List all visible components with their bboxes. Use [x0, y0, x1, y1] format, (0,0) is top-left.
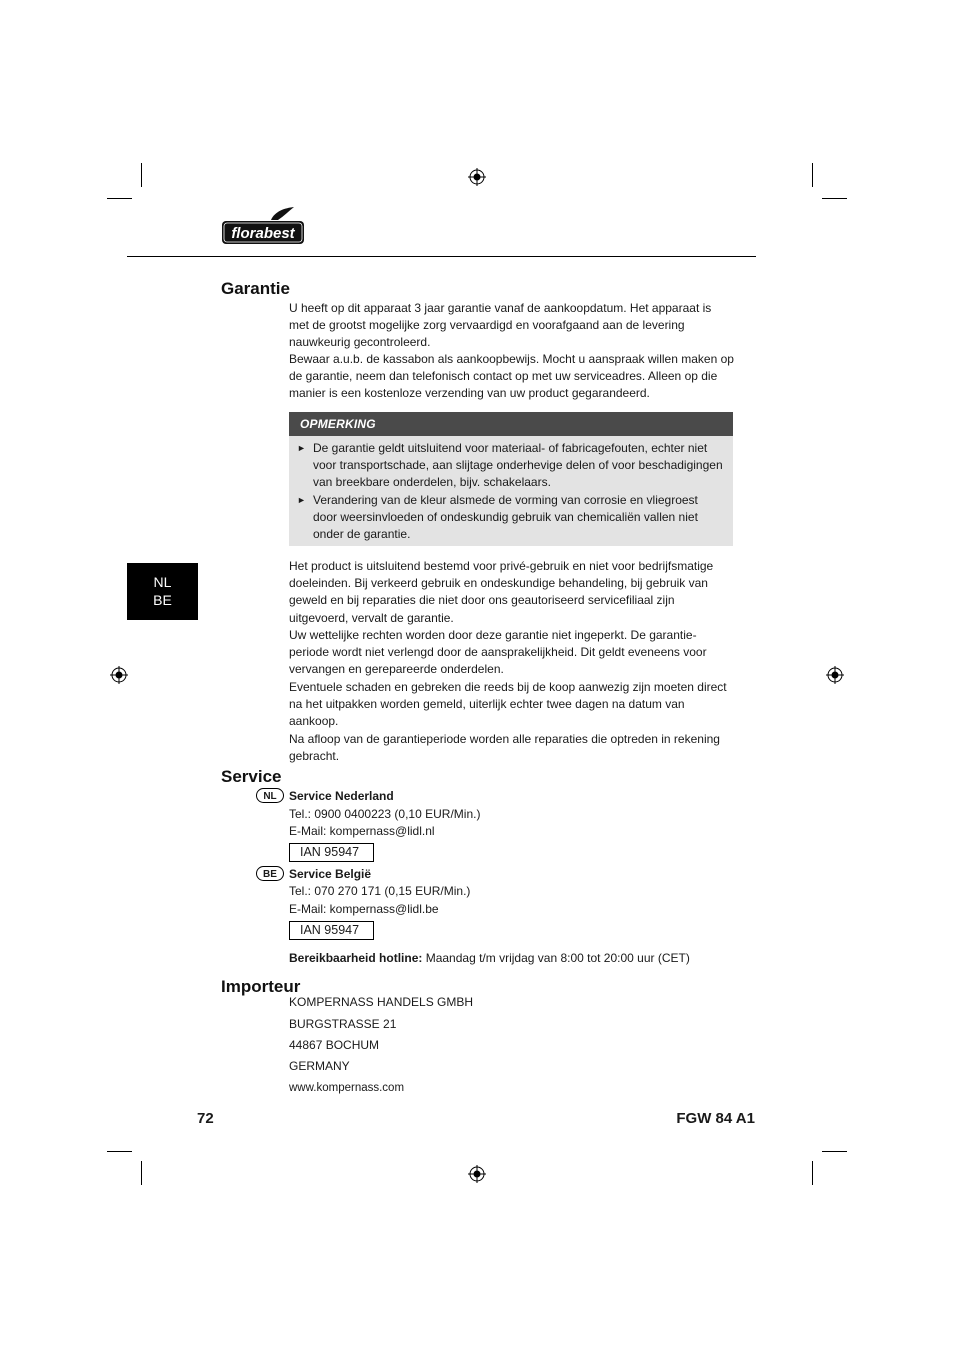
importeur-line: KOMPERNASS HANDELS GMBH [289, 995, 474, 1009]
language-tab-be: BE [153, 592, 172, 608]
registration-mark-icon [110, 666, 128, 684]
service-heading: Service [221, 767, 282, 786]
arrow-bullet-icon: ► [297, 495, 306, 505]
note-item [297, 492, 725, 543]
garantie-body-paragraph: Uw wettelijke rechten worden door deze garantie niet ingeperkt. De garantie-periode wordt niet verlengd door de aansprakelijkheid. Dit geldt eveneens voor vervangen en gerepareerde onderdelen. [289, 628, 707, 677]
hotline-text: Maandag t/m vrijdag van 8:00 tot 20:00 uur (CET) [422, 951, 690, 965]
service-be-email: E-Mail: kompernass@lidl.be [289, 902, 439, 916]
crop-mark [107, 1151, 132, 1152]
language-tab [127, 563, 198, 620]
registration-mark-icon [468, 168, 486, 186]
country-badge-be: BE [256, 866, 284, 881]
service-nl-email: E-Mail: kompernass@lidl.nl [289, 824, 435, 838]
crop-mark [812, 1161, 813, 1185]
service-be-name: Service België [289, 867, 372, 881]
note-item [297, 440, 725, 491]
hotline-line [289, 950, 690, 967]
registration-mark-icon [826, 666, 844, 684]
note-item-text: Verandering van de kleur alsmede de vorming van corrosie en vliegroest door weersinvloeden of ondeskundig gebruik van chemicaliën vallen niet onder de garantie. [313, 493, 698, 541]
model-number: FGW 84 A1 [676, 1110, 755, 1127]
crop-mark [822, 1151, 847, 1152]
garantie-body-paragraph: Eventuele schaden en gebreken die reeds bij de koop aanwezig zijn moeten direct na het uitpakken worden gemeld, uiterlijk echter twee dagen na datum van aankoop. [289, 680, 727, 729]
note-list [289, 436, 733, 543]
header-rule [127, 256, 756, 257]
ian-number-box: IAN 95947 [289, 843, 374, 862]
crop-mark [107, 198, 132, 199]
crop-mark [141, 1161, 142, 1185]
note-heading: OPMERKING [289, 412, 733, 436]
crop-mark [141, 163, 142, 187]
garantie-body-paragraph: Na afloop van de garantieperiode worden alle reparaties die optreden in rekening gebracht. [289, 732, 720, 764]
crop-mark [822, 198, 847, 199]
country-badge-nl: NL [256, 788, 284, 803]
service-nl-name: Service Nederland [289, 789, 394, 803]
hotline-label: Bereikbaarheid hotline: [289, 951, 423, 965]
importeur-heading: Importeur [221, 977, 301, 996]
crop-mark [812, 163, 813, 187]
registration-mark-icon [468, 1165, 486, 1183]
florabest-logo [221, 207, 305, 245]
service-nl-phone: Tel.: 0900 0400223 (0,10 EUR/Min.) [289, 807, 481, 821]
language-tab-nl: NL [153, 574, 172, 590]
garantie-heading: Garantie [221, 279, 290, 298]
importeur-line: BURGSTRASSE 21 [289, 1017, 397, 1031]
service-be-phone: Tel.: 070 270 171 (0,15 EUR/Min.) [289, 884, 471, 898]
logo-text: florabest [231, 225, 295, 242]
ian-number-box: IAN 95947 [289, 921, 374, 940]
garantie-intro-paragraph: U heeft op dit apparaat 3 jaar garantie vanaf de aankoopdatum. Het apparaat is met de grootst mogelijke zorg vervaardigd en voorafgaand aan de levering nauwkeurig gecontroleerd. [289, 301, 712, 350]
garantie-body-paragraph: Het product is uitsluitend bestemd voor privé-gebruik en niet voor bedrijfsmatige doeleinden. Bij verkeerd gebruik en ondeskundige behandeling, bij gebruik van geweld en bij reparaties die niet door ons geautoriseerd servicefiliaal zijn uitgevoerd, vervalt de garantie. [289, 559, 714, 625]
page-number: 72 [197, 1110, 214, 1127]
note-item-text: De garantie geldt uitsluitend voor materiaal- of fabricagefouten, echter niet voor transportschade, aan slijtage onderhevige delen of voor beschadigingen van breekbare onderdelen, bijv. schakelaars. [313, 441, 723, 489]
arrow-bullet-icon: ► [297, 443, 306, 453]
importeur-website: www.kompernass.com [289, 1082, 405, 1094]
importeur-line: GERMANY [289, 1059, 350, 1073]
garantie-intro-paragraph: Bewaar a.u.b. de kassabon als aankoopbewijs. Mocht u aanspraak willen maken op de garantie, neem dan telefonisch contact op met uw serviceadres. Alleen op die manier is een kostenloze verzending van uw product gegarandeerd. [289, 352, 734, 401]
note-box [289, 412, 733, 546]
importeur-line: 44867 BOCHUM [289, 1038, 380, 1052]
